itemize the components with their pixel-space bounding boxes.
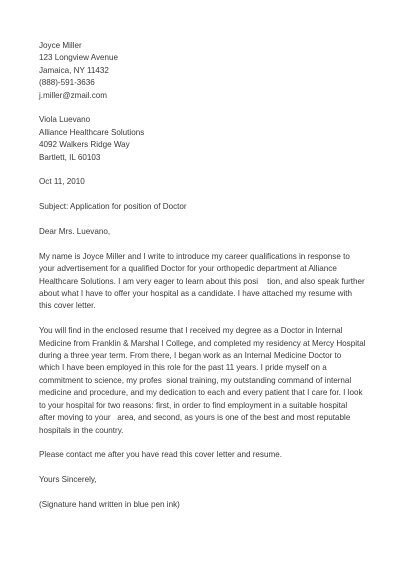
paragraph-contact: Please contact me after you have read this cover letter and resume.: [39, 450, 282, 460]
paragraph-line: You will find in the enclosed resume that I received my degree as a Doctor in Internal: [39, 326, 343, 336]
paragraph-line: Medicine from Franklin & Marshal l College, and completed my residency at Mercy Hospital: [39, 338, 366, 348]
spacer: [39, 102, 369, 114]
recipient-address-block: [39, 114, 369, 164]
paragraph-line: about what I have to offer your hospital as a candidate. I have attached my resume with: [39, 289, 352, 299]
signature-note: (Signature hand written in blue pen ink): [39, 499, 180, 509]
paragraph-line: My name is Joyce Miller and I write to introduce my career qualifications in response to: [39, 251, 350, 261]
sender-phone: (888)-591-3636: [39, 78, 95, 88]
sender-city: Jamaica, NY 11432: [39, 65, 109, 75]
paragraph-line: hospitals in the country.: [39, 425, 124, 435]
paragraph-line: Healthcare Solutions. I am very eager to learn about this posi tion, and also speak further: [39, 276, 365, 286]
spacer: [39, 238, 369, 250]
spacer: [39, 462, 369, 474]
paragraph-line: which I have been employed in this role for the past 11 years. I pride myself on a: [39, 363, 327, 373]
salutation: Dear Mrs. Luevano,: [39, 227, 111, 237]
spacer: [39, 189, 369, 201]
paragraph-line: medicine and procedure, and my dedication to each and every patient that I care for. I look: [39, 388, 363, 398]
recipient-name: Viola Luevano: [39, 115, 91, 125]
sender-street: 123 Longview Avenue: [39, 53, 119, 63]
paragraph-line: commitment to science, my profes sional training, my outstanding command of internal: [39, 375, 352, 385]
closing: Yours Sincerely,: [39, 475, 97, 485]
spacer: [39, 164, 369, 176]
spacer: [39, 487, 369, 499]
sender-address-block: [39, 40, 369, 102]
paragraph-line: your advertisement for a qualified Doctor for your orthopedic department at Alliance: [39, 264, 337, 274]
recipient-company: Alliance Healthcare Solutions: [39, 127, 145, 137]
spacer: [39, 437, 369, 449]
recipient-street: 4092 Walkers Ridge Way: [39, 140, 130, 150]
spacer: [39, 313, 369, 325]
paragraph-introduction: [39, 251, 369, 313]
cover-letter: [39, 40, 369, 511]
letter-subject: Subject: Application for position of Doctor: [39, 202, 187, 212]
recipient-city: Bartlett, IL 60103: [39, 152, 101, 162]
paragraph-qualifications: [39, 325, 369, 437]
letter-date: Oct 11, 2010: [39, 177, 85, 187]
paragraph-line: during a three year term. From there, I began work as an Internal Medicine Doctor to: [39, 351, 342, 361]
paragraph-line: to your hospital for two reasons: first, in order to find employment in a suitable hospital: [39, 400, 348, 410]
sender-name: Joyce Miller: [39, 41, 82, 50]
sender-email: j.miller@zmail.com: [39, 90, 108, 100]
spacer: [39, 214, 369, 226]
paragraph-line: after moving to your area, and second, as yours is one of the best and most reputable: [39, 413, 351, 423]
paragraph-line: this cover letter.: [39, 301, 96, 311]
